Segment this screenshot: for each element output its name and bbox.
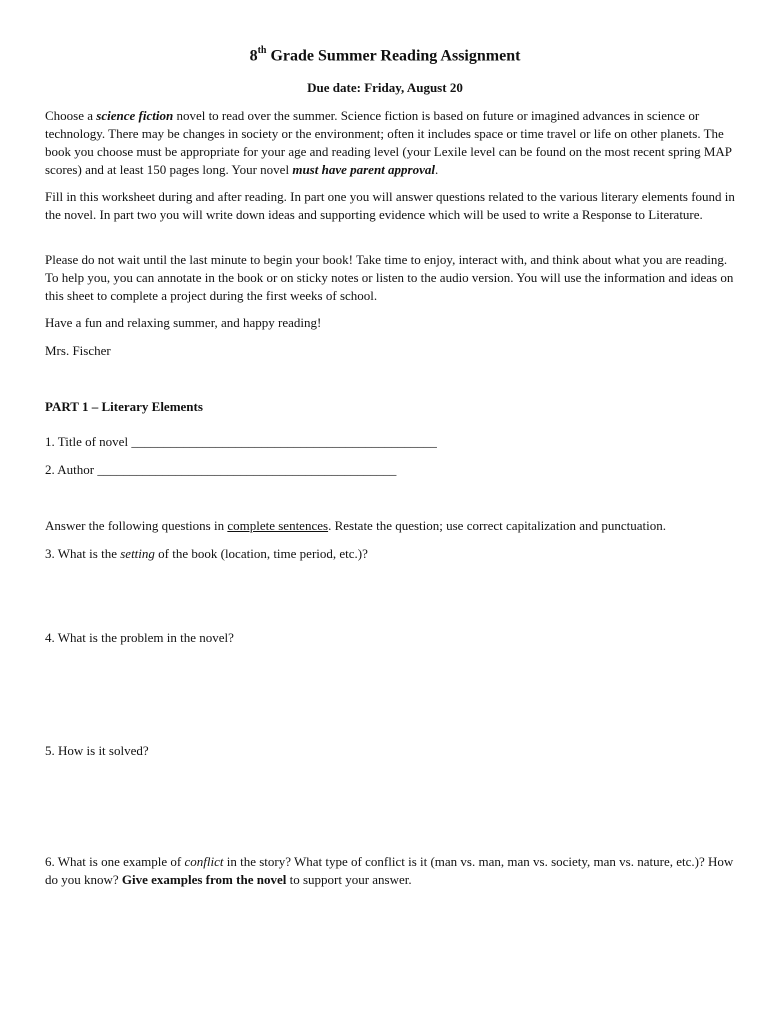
q3-italic: setting — [120, 546, 155, 561]
p1-text-c: . — [434, 162, 439, 177]
q6-text-b: in the story? What type of conflict is it (man vs. man, man vs. society, man vs. nature, etc.)? How do you know? — [45, 854, 734, 887]
page-title — [0, 46, 770, 65]
q3-text-a: 3. What is the — [45, 546, 121, 561]
p1-text-b: novel to read over the summer. Science fiction is based on future or imagined advances in science or technology. There may be changes in society or the environment; often it includes space or time travel or life on other planets. The book you choose must be appropriate for your age and reading level (your Lexile level can be found on the most recent spring MAP scores) and at least 150 pages long. Your novel — [45, 108, 732, 177]
title-superscript: th — [257, 45, 267, 56]
intro-paragraph-2: Fill in this worksheet during and after reading. In part one you will answer questions related to the various literary elements found in the novel. In part two you will write down ideas and supporting evidence which will be used to write a Response to Literature. — [45, 189, 735, 222]
question-5-solution: 5. How is it solved? — [45, 743, 149, 758]
intro-paragraph-4: Have a fun and relaxing summer, and happy reading! — [45, 315, 322, 330]
instr-text-b: . Restate the question; use correct capitalization and punctuation. — [328, 518, 666, 533]
intro-paragraph-1 — [45, 107, 735, 179]
p1-emphasis-approval: must have parent approval — [292, 162, 435, 177]
title-text: Grade Summer Reading Assignment — [266, 47, 521, 65]
p1-emphasis-genre: science fiction — [96, 108, 174, 123]
question-3-setting — [45, 545, 735, 563]
question-6-conflict — [45, 853, 735, 889]
question-1-title: 1. Title of novel _______________________________________________ — [45, 434, 437, 449]
question-4-problem: 4. What is the problem in the novel? — [45, 630, 234, 645]
q6-text-c: to support your answer. — [286, 872, 412, 887]
p1-text-a: Choose a — [45, 108, 97, 123]
q3-text-b: of the book (location, time period, etc.)? — [154, 546, 368, 561]
instructions — [45, 517, 735, 535]
q6-text-a: 6. What is one example of — [45, 854, 185, 869]
q6-bold: Give examples from the novel — [121, 872, 287, 887]
signature: Mrs. Fischer — [45, 343, 111, 358]
question-2-author: 2. Author ______________________________________________ — [45, 462, 397, 477]
part1-heading: PART 1 – Literary Elements — [45, 399, 203, 414]
title-grade: 8 — [249, 47, 258, 65]
due-date: Due date: Friday, August 20 — [307, 80, 463, 95]
q6-italic: conflict — [184, 854, 224, 869]
intro-paragraph-3: Please do not wait until the last minute to begin your book! Take time to enjoy, interact with, and think about what you are reading. To help you, you can annotate in the book or on sticky notes or listen to the audio version. You will use the information and ideas on this sheet to complete a project during the first weeks of school. — [45, 252, 734, 303]
instr-underlined: complete sentences — [227, 518, 329, 533]
instr-text-a: Answer the following questions in — [45, 518, 228, 533]
